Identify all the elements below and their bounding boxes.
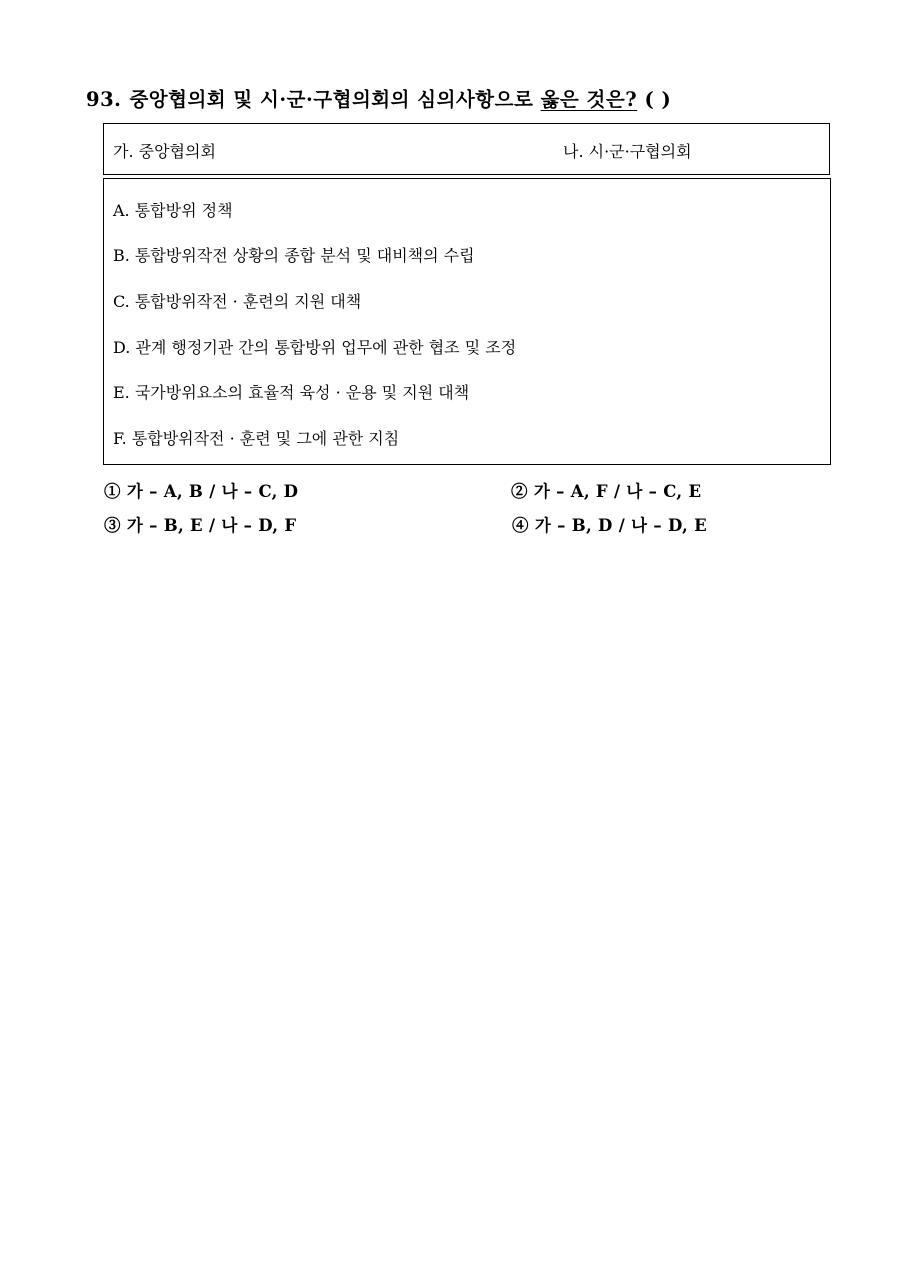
category-local-council: 나. 시·군·구협의회 [563, 142, 692, 161]
question-stem [86, 84, 671, 112]
choice-3[interactable]: ③ 가 – B, E / 나 – D, F [104, 516, 297, 535]
answer-blank: ( ) [637, 88, 672, 111]
deliberation-items-box [103, 178, 831, 465]
item-a: A. 통합방위 정책 [113, 201, 233, 220]
question-emphasis: 옳은 것은? [540, 88, 638, 111]
item-b: B. 통합방위작전 상황의 종합 분석 및 대비책의 수립 [113, 246, 475, 265]
category-header-box [103, 123, 830, 175]
choice-4[interactable]: ④ 가 – B, D / 나 – D, E [512, 516, 707, 535]
item-c: C. 통합방위작전 · 훈련의 지원 대책 [113, 292, 362, 311]
question-text: 중앙협의회 및 시·군·구협의회의 심의사항으로 [129, 88, 541, 111]
question-number: 93. [86, 88, 122, 111]
category-central-council: 가. 중앙협의회 [113, 142, 216, 161]
item-e: E. 국가방위요소의 효율적 육성 · 운용 및 지원 대책 [113, 383, 470, 402]
choice-2[interactable]: ② 가 – A, F / 나 – C, E [511, 482, 702, 501]
item-d: D. 관계 행정기관 간의 통합방위 업무에 관한 협조 및 조정 [113, 338, 517, 357]
choice-1[interactable]: ① 가 – A, B / 나 – C, D [104, 482, 299, 501]
item-f: F. 통합방위작전 · 훈련 및 그에 관한 지침 [113, 429, 400, 448]
